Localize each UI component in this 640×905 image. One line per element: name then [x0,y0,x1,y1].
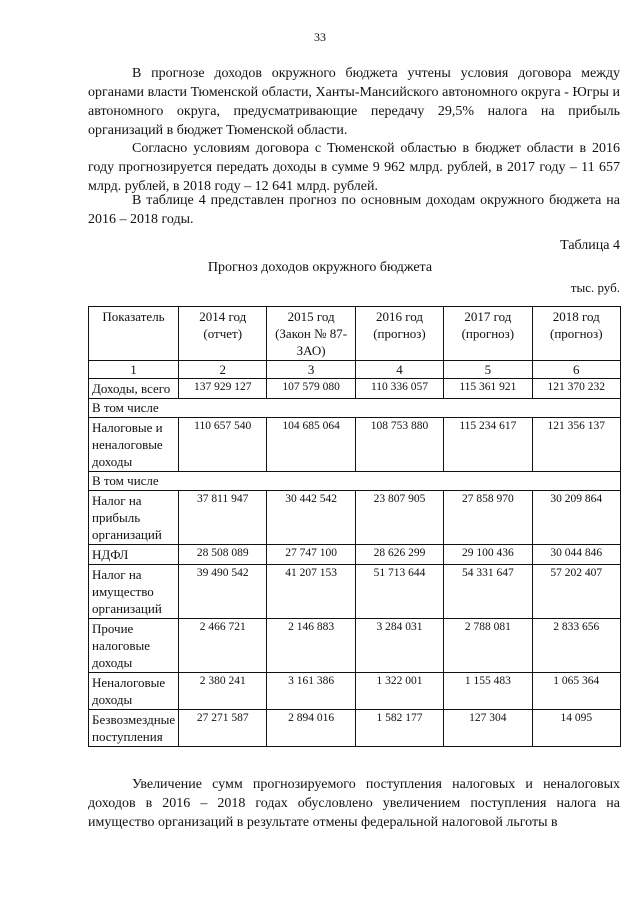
cell-value: 27 271 587 [179,710,267,747]
revenue-forecast-table [88,306,621,747]
cell-value: 28 508 089 [179,545,267,565]
paragraph-agreement: В прогнозе доходов окружного бюджета учтены условия договора между органами власти Тюменской области, Ханты-Мансийского автономного округа - Югры и автономного округа, предусматривающие передачу 29,5% налога на прибыль организаций в бюджет Тюменской области. [88,66,620,138]
table-row [89,379,621,399]
cell-value: 2 788 081 [444,619,532,673]
cell-value: 1 322 001 [355,673,443,710]
column-number: 5 [444,361,532,379]
table-row [89,710,621,747]
cell-value: 108 753 880 [355,418,443,472]
row-label: Налог на имущество организаций [89,565,179,619]
cell-value: 104 685 064 [267,418,355,472]
paragraph-transfer: Согласно условиям договора с Тюменской областью в бюджет области в 2016 году прогнозируется передать доходы в сумме 9 962 млрд. рублей, в 2017 году – 11 657 млрд. рублей, в 2018 году – 12 641 млрд. рублей. [88,141,620,194]
cell-value: 29 100 436 [444,545,532,565]
row-label: Доходы, всего [89,379,179,399]
column-number: 2 [179,361,267,379]
row-label: НДФЛ [89,545,179,565]
header-cell: 2015 год (Закон № 87-ЗАО) [267,307,355,361]
header-cell: 2018 год (прогноз) [532,307,620,361]
row-label: В том числе [89,472,621,491]
cell-value: 57 202 407 [532,565,620,619]
cell-value: 3 284 031 [355,619,443,673]
column-number: 4 [355,361,443,379]
cell-value: 27 858 970 [444,491,532,545]
row-label: Безвозмездные поступления [89,710,179,747]
cell-value: 107 579 080 [267,379,355,399]
header-cell: 2017 год (прогноз) [444,307,532,361]
row-label: Прочие налоговые доходы [89,619,179,673]
page-number: 33 [314,30,326,44]
table-units: тыс. руб. [570,280,620,295]
table-row [89,545,621,565]
cell-value: 110 657 540 [179,418,267,472]
cell-value: 2 466 721 [179,619,267,673]
cell-value: 3 161 386 [267,673,355,710]
table-title: Прогноз доходов окружного бюджета [207,260,433,275]
row-label: Налог на прибыль организаций [89,491,179,545]
cell-value: 14 095 [532,710,620,747]
cell-value: 1 155 483 [444,673,532,710]
table-row [89,673,621,710]
cell-value: 2 380 241 [179,673,267,710]
table-row [89,399,621,418]
header-cell: 2016 год (прогноз) [355,307,443,361]
cell-value: 121 356 137 [532,418,620,472]
table-row [89,491,621,545]
cell-value: 2 146 883 [267,619,355,673]
column-number: 6 [532,361,620,379]
cell-value: 30 209 864 [532,491,620,545]
cell-value: 2 833 656 [532,619,620,673]
header-cell: Показатель [89,307,179,361]
cell-value: 1 065 364 [532,673,620,710]
column-number-row [89,361,621,379]
column-number: 1 [89,361,179,379]
table-row [89,565,621,619]
cell-value: 115 361 921 [444,379,532,399]
table-row [89,418,621,472]
table-row [89,619,621,673]
paragraph-increase-explanation: Увеличение сумм прогнозируемого поступления налоговых и неналоговых доходов в 2016 – 2018 годах обусловлено увеличением поступления налога на имущество организаций в результате отмены федеральной налоговой льготы в [88,777,620,830]
paragraph-table-intro: В таблице 4 представлен прогноз по основным доходам окружного бюджета на 2016 – 2018 годы. [88,193,620,227]
cell-value: 37 811 947 [179,491,267,545]
cell-value: 137 929 127 [179,379,267,399]
cell-value: 30 044 846 [532,545,620,565]
row-label: Налоговые и неналоговые доходы [89,418,179,472]
header-cell: 2014 год (отчет) [179,307,267,361]
table-row [89,472,621,491]
table-label: Таблица 4 [560,238,620,253]
cell-value: 115 234 617 [444,418,532,472]
cell-value: 110 336 057 [355,379,443,399]
row-label: В том числе [89,399,621,418]
cell-value: 30 442 542 [267,491,355,545]
cell-value: 41 207 153 [267,565,355,619]
cell-value: 121 370 232 [532,379,620,399]
cell-value: 1 582 177 [355,710,443,747]
cell-value: 28 626 299 [355,545,443,565]
cell-value: 51 713 644 [355,565,443,619]
cell-value: 27 747 100 [267,545,355,565]
cell-value: 23 807 905 [355,491,443,545]
row-label: Неналоговые доходы [89,673,179,710]
column-number: 3 [267,361,355,379]
cell-value: 127 304 [444,710,532,747]
cell-value: 54 331 647 [444,565,532,619]
cell-value: 39 490 542 [179,565,267,619]
table-header-row [89,307,621,361]
cell-value: 2 894 016 [267,710,355,747]
